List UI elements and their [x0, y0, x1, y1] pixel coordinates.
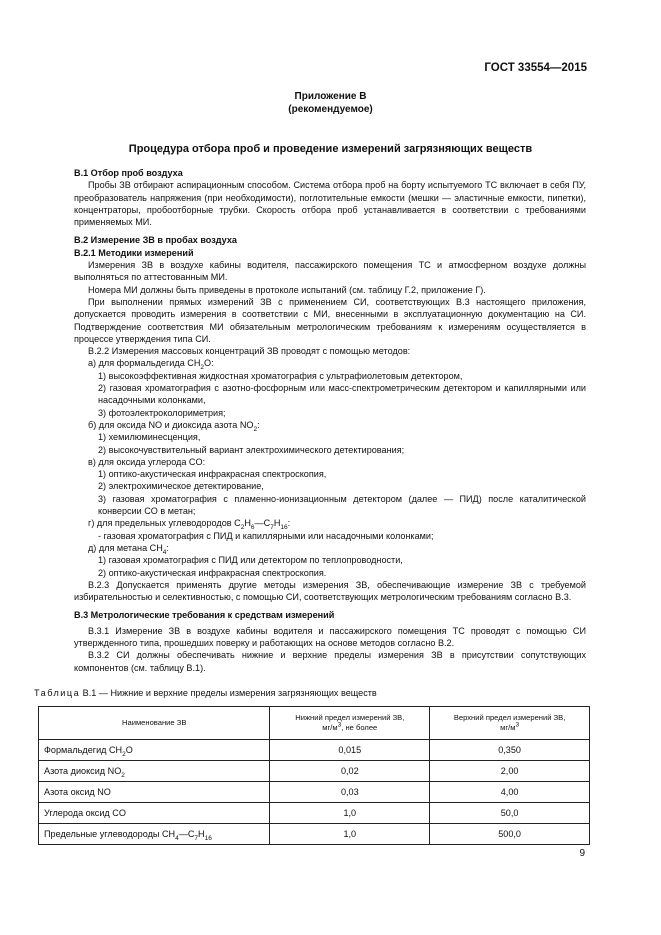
cell-substance: Углерода оксид CO	[39, 803, 270, 824]
paragraph-b22: В.2.2 Измерения массовых концентраций ЗВ проводят с помощью методов:	[88, 346, 411, 357]
cell-substance: Азота оксид NO	[39, 782, 270, 803]
list-item-e	[74, 542, 586, 554]
subscript: 4	[162, 548, 167, 556]
paragraph-b21-2: Номера МИ должны быть приведены в протоколе испытаний (см. таблицу Г.2, приложение Г).	[88, 284, 486, 295]
cell-low: 0,015	[270, 740, 430, 761]
substance-tail: H	[198, 829, 205, 839]
table-row	[39, 782, 590, 803]
list-item-c1: 1) оптико-акустическая инфракрасная спектроскопия,	[98, 469, 327, 480]
list-d-end: :	[287, 518, 291, 529]
superscript: 3	[515, 721, 520, 729]
formula-part: H	[273, 518, 281, 529]
list-item-c: в) для оксида углерода CO:	[88, 456, 206, 467]
col-low-suffix: , не более	[341, 723, 378, 732]
substance-name: Азота диоксид NO	[44, 766, 122, 776]
paragraph-b21-1: Измерения ЗВ в воздухе кабины водителя, пассажирского помещения ТС и атмосферном воздухе должны выполняться по аттестованным МИ.	[74, 260, 586, 283]
table-row	[39, 824, 590, 845]
formula-part: H	[244, 518, 251, 529]
appendix-status: (рекомендуемое)	[288, 104, 373, 115]
cell-substance	[39, 761, 270, 782]
subscript: 2	[200, 364, 205, 372]
table-caption	[34, 688, 377, 698]
list-d-text: г) для предельных углеводородов C	[88, 518, 241, 529]
table-header-row	[39, 707, 590, 740]
heading-b3: В.3 Метрологические требования к средствам измерений	[74, 610, 335, 621]
list-a-end: O:	[204, 358, 214, 369]
list-item-a2: 2) газовая хроматография с азотно-фосфорным или масс-спектрометрическим детектором и капиллярными или насадочными колонками,	[98, 383, 586, 406]
document-body	[74, 167, 586, 674]
paragraph-b32: В.3.2 СИ должны обеспечивать нижние и верхние пределы измерения ЗВ в присутствии сопутствующих компонентов (см. таблицу В.1).	[74, 650, 586, 673]
cell-low: 0,03	[270, 782, 430, 803]
list-item-b2: 2) высокочувствительный вариант электрохимического детектирования;	[98, 444, 405, 455]
cell-high: 50,0	[430, 803, 590, 824]
table-caption-label: Таблица	[34, 688, 81, 698]
subscript: 6	[250, 524, 255, 532]
list-item-b1: 1) хемилюминесценция,	[98, 432, 201, 443]
cell-low: 0,02	[270, 761, 430, 782]
paragraph-b31: В.3.1 Измерение ЗВ в воздухе кабины водителя и пассажирского помещения ТС проводят с помощью СИ утвержденного типа, прошедших поверку и работающих на основе методов согласно В.2.	[74, 625, 586, 648]
paragraph-b21-3: При выполнении прямых измерений ЗВ с применением СИ, соответствующих В.3 настоящего приложения, допускается проводить измерения в соответствии с МИ, внесенными в эксплуатационную документацию на СИ. Подтверждение соответствия МИ обязательным метрологическим требованиям к измерениям осуществляется в процессе утверждения типа СИ.	[74, 296, 586, 344]
paragraph-b23: В.2.3 Допускается применять другие методы измерения ЗВ, обеспечивающие измерение ЗВ с требуемой избирательностью и селективностью, с помощью СИ, соответствующих метрологическим требованиям согласно В.3.	[74, 579, 586, 603]
list-item-a3: 3) фотоэлектроколориметрия;	[98, 407, 226, 418]
cell-low: 1,0	[270, 803, 430, 824]
list-b-end: :	[257, 419, 260, 430]
cell-high: 4,00	[430, 782, 590, 803]
superscript: 3	[337, 721, 342, 729]
appendix-label: Приложение В	[294, 91, 367, 102]
substance-tail: O	[125, 745, 133, 755]
list-item-c3: 3) газовая хроматография с пламенно-ионизационным детектором (далее — ПИД) после каталитической конверсии CO в метан;	[98, 493, 586, 517]
subscript: 2	[121, 771, 125, 779]
cell-high: 500,0	[430, 824, 590, 845]
col-high-unit: мг/м	[500, 723, 516, 732]
list-item-e1: 1) газовая хроматография с ПИД или детектором по теплопроводности,	[98, 555, 403, 566]
heading-b21: В.2.1 Методики измерений	[74, 247, 194, 258]
subscript: 16	[204, 834, 212, 842]
list-item-c2: 2) электрохимическое детектирование,	[98, 481, 264, 492]
table-row	[39, 803, 590, 824]
list-item-b	[74, 419, 586, 431]
heading-b2: В.2 Измерение ЗВ в пробах воздуха	[74, 235, 237, 246]
table-caption-text: В.1 — Нижние и верхние пределы измерения загрязняющих веществ	[80, 688, 377, 698]
list-item-a1: 1) высокоэффективная жидкостная хроматография с ультрафиолетовым детектором,	[98, 370, 463, 381]
col-header-low	[270, 707, 430, 740]
list-e-end: :	[166, 542, 169, 553]
list-b-text: б) для оксида NO и диоксида азота NO	[88, 419, 254, 430]
appendix-title	[0, 90, 661, 116]
page-number: 9	[579, 848, 585, 859]
col-header-name: Наименование ЗВ	[39, 707, 270, 740]
list-e-text: д) для метана CH	[88, 542, 163, 553]
list-a-text: а) для формальдегида CH	[88, 358, 201, 369]
subscript: 2	[253, 425, 258, 433]
list-item-e2: 2) оптико-акустическая инфракрасная спектроскопия.	[98, 567, 327, 578]
limits-table	[38, 706, 590, 845]
substance-tail: —C	[178, 829, 195, 839]
list-item-a	[74, 357, 586, 372]
cell-high: 2,00	[430, 761, 590, 782]
col-high-line1: Верхний предел измерений ЗВ,	[453, 713, 566, 722]
cell-substance	[39, 740, 270, 761]
substance-name: Предельные углеводороды CH	[44, 829, 176, 839]
section-title: Процедура отбора проб и проведение измерений загрязняющих веществ	[128, 143, 533, 155]
col-header-high	[430, 707, 590, 740]
cell-substance	[39, 824, 270, 845]
subscript: 7	[194, 834, 199, 842]
standard-header: ГОСТ 33554—2015	[484, 62, 587, 74]
table-row	[39, 740, 590, 761]
col-low-line1: Нижний предел измерений ЗВ,	[295, 713, 405, 722]
subscript: 2	[122, 750, 126, 758]
substance-name: Формальдегид CH	[44, 745, 123, 755]
table-row	[39, 761, 590, 782]
heading-b1: В.1 Отбор проб воздуха	[74, 168, 183, 178]
formula-part: —C	[254, 518, 271, 529]
subscript: 7	[270, 524, 274, 532]
cell-high: 0,350	[430, 740, 590, 761]
subscript: 16	[280, 524, 288, 532]
subscript: 2	[240, 524, 245, 532]
cell-low: 1,0	[270, 824, 430, 845]
paragraph-b1: Пробы ЗВ отбирают аспирационным способом. Система отбора проб на борту испытуемого ТС включает в себя ПУ, преобразователь напряжения (при необходимости), поглотительные емкости (мешки — эластичные емкости, пипетки), концентраторы, пробоотборные трубки. Скорость отбора проб устанавливается в соответствии с требованиями применяемых МИ.	[74, 180, 586, 228]
list-item-d	[74, 517, 586, 532]
list-item-d1: - газовая хроматография с ПИД и капиллярными или насадочными колонками;	[98, 530, 434, 541]
subscript: 4	[175, 834, 179, 842]
col-low-unit: мг/м	[322, 723, 338, 732]
